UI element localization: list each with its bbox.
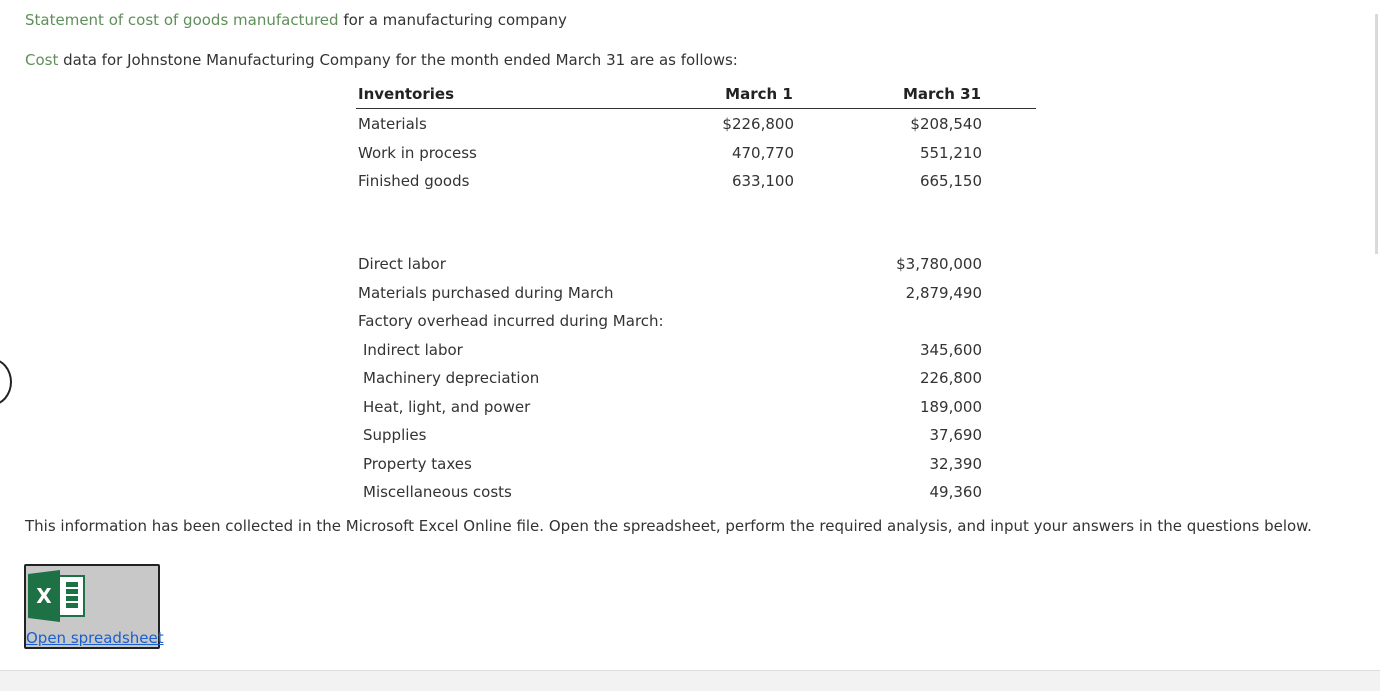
row-value: 226,800 [919,369,982,387]
instructions-text: This information has been collected in the Microsoft Excel Online file. Open the spreadsheet, perform the required analysis, and input your answers in the questions below. [25,517,1312,535]
bottom-bar [0,670,1380,691]
row-label: Miscellaneous costs [363,483,512,501]
header-march-1: March 1 [725,85,793,103]
open-spreadsheet-button[interactable] [24,564,164,649]
row-march1-value: 633,100 [731,172,794,190]
row-value: 49,360 [929,483,982,501]
open-spreadsheet-link[interactable]: Open spreadsheet [26,629,164,647]
row-label: Supplies [363,426,427,444]
intro-text [25,50,738,70]
row-march1-value: 470,770 [731,144,794,162]
row-label: Property taxes [363,455,472,473]
row-label: Materials [358,115,427,133]
row-value: 345,600 [919,341,982,359]
row-label: Finished goods [358,172,470,190]
title-term-link[interactable]: Statement of cost of goods manufactured [25,11,339,29]
row-march31-value: 665,150 [919,172,982,190]
row-label: Direct labor [358,255,446,273]
side-circle-control[interactable] [0,358,12,406]
row-value: 37,690 [929,426,982,444]
row-label: Machinery depreciation [363,369,540,387]
header-march-31: March 31 [902,85,982,103]
row-value: $3,780,000 [896,255,982,273]
excel-icon [28,570,86,622]
row-label: Indirect labor [363,341,463,359]
row-label: Factory overhead incurred during March: [358,312,664,330]
row-label: Materials purchased during March [358,284,614,302]
row-march31-value: $208,540 [910,115,982,133]
header-rule [356,108,1036,109]
header-inventories: Inventories [358,85,455,103]
row-value: 32,390 [929,455,982,473]
row-value: 2,879,490 [905,284,982,302]
cost-term-link[interactable]: Cost [25,51,59,69]
vertical-scrollbar[interactable] [1375,14,1378,254]
row-march1-value: $226,800 [722,115,794,133]
page-title [25,10,567,30]
row-label: Heat, light, and power [363,398,531,416]
row-march31-value: 551,210 [919,144,982,162]
intro-rest: data for Johnstone Manufacturing Company for the month ended March 31 are as follows: [58,51,738,69]
svg-text:X: X [36,584,52,608]
row-value: 189,000 [919,398,982,416]
row-label: Work in process [358,144,477,162]
title-rest: for a manufacturing company [338,11,567,29]
